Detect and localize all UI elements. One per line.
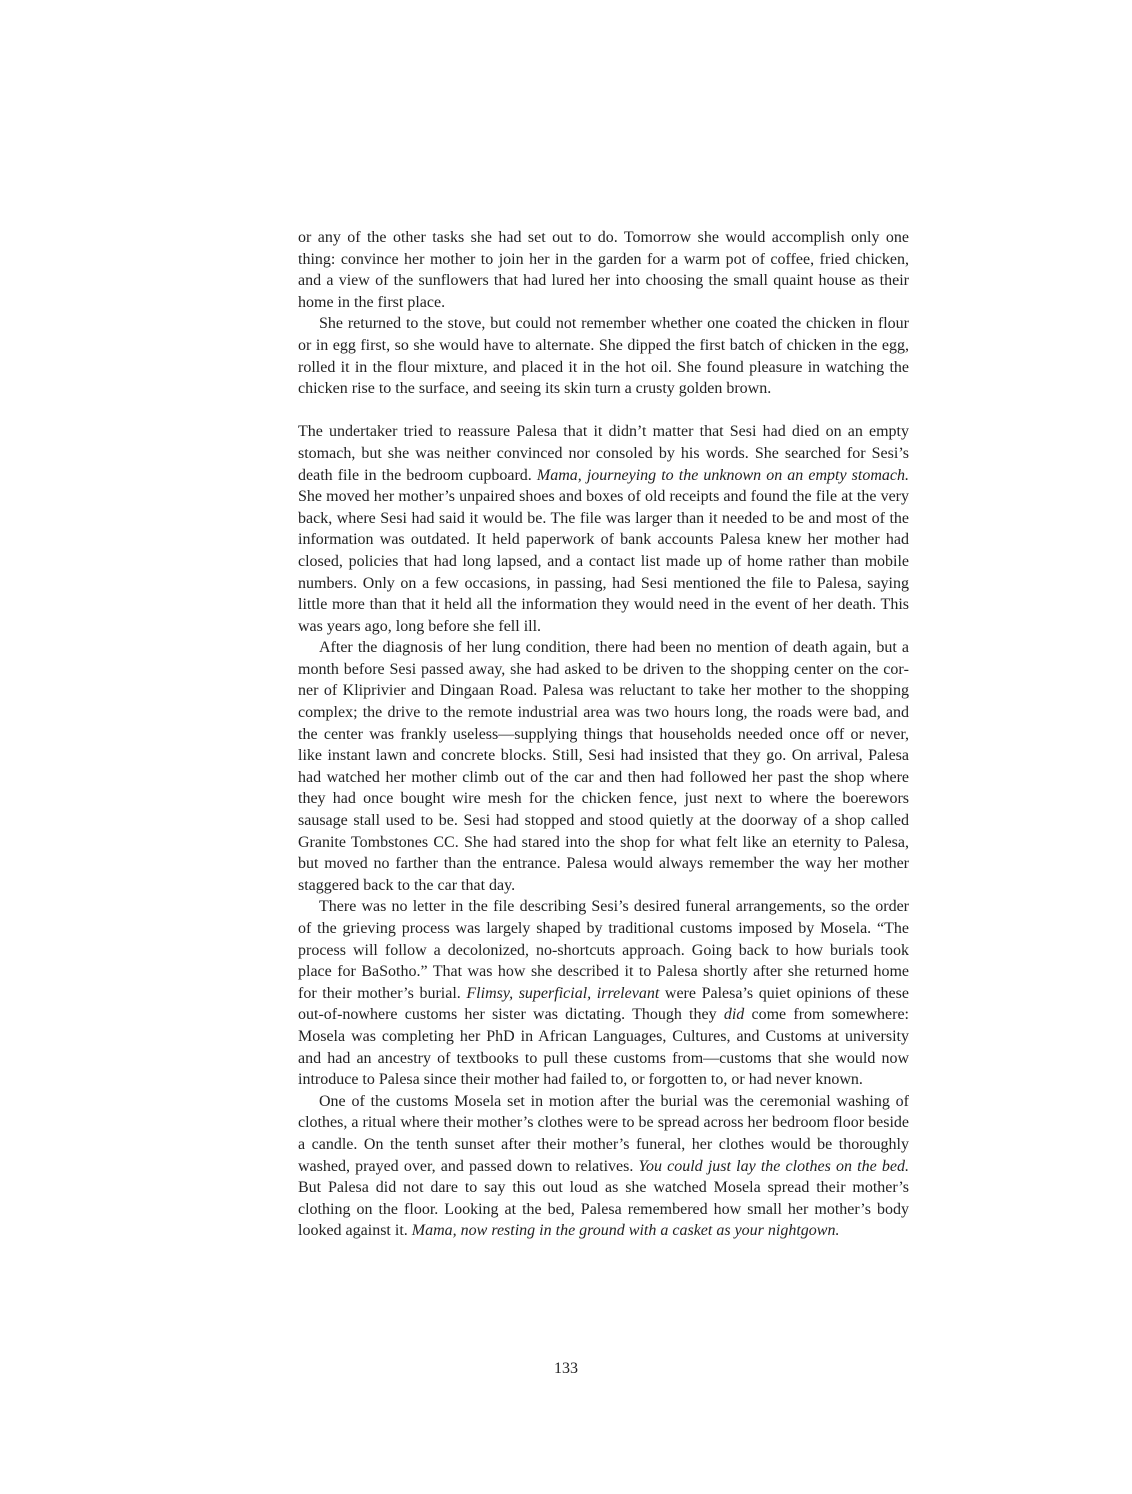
italic-text: You could just lay the clothes on the bed. [638, 1157, 909, 1175]
paragraph [298, 421, 909, 637]
paragraph [298, 896, 909, 1090]
text-run: After the diagnosis of her lung condition, there had been no mention of death again, but a month before Sesi passed away, she had asked to be driven to the shopping center on the corner of Kliprivier and Dingaan Road. Palesa was reluctant to take her mother to the shopping complex; the drive to the remote industrial area was two hours long, the roads were bad, and the center was frankly useless—supplying things that households needed once off or never, like instant lawn and concrete blocks. Still, Sesi had insisted that they go. On arrival, Palesa had watched her mother climb out of the car and then had followed her past the shop where they had once bought wire mesh for the chicken fence, just next to where the boerewors sausage stall used to be. Sesi had stopped and stood quietly at the doorway of a shop called Granite Tombstones CC. She had stared into the shop for what felt like an eternity to Palesa, but moved no farther than the entrance. Palesa would always remember the way her mother staggered back to the car that day. [298, 639, 909, 894]
page-number: 133 [554, 1360, 578, 1377]
italic-text: Mama, journeying to the unknown on an empty stomach. [536, 466, 910, 484]
paragraph [298, 637, 909, 896]
page-body [298, 227, 909, 1242]
text-run: The undertaker tried to reassure Palesa that it didn’t matter that Sesi had died on an empty stomach, but she was neither convinced nor consoled by his words. She searched for Sesi’s death file in the bedroom cupboard. [298, 423, 909, 484]
text-run: There was no letter in the file describing Sesi’s desired funeral arrangements, so the order of the grieving process was largely shaped by traditional customs imposed by Mosela. “The process will follow a decolonized, no-shortcuts approach. Going back to how burials took place for BaSotho.” That was how she described it to Palesa shortly after she returned home for their mother’s burial. [298, 898, 909, 1002]
text-run: or any of the other tasks she had set out to do. Tomorrow she would accomplish only one thing: convince her mother to join her in the garden for a warm pot of coffee, fried chicken, and a view of the sunflowers that had lured her into choosing the small quaint house as their home in the first place. [298, 229, 909, 311]
italic-text: did [723, 1006, 745, 1024]
text-run: She returned to the stove, but could not remember whether one coated the chicken in flour or in egg first, so she would have to alternate. She dipped the first batch of chicken in the egg, rolled it in the flour mixture, and placed it in the hot oil. She found pleasure in watching the chicken rise to the surface, and seeing its skin turn a crusty golden brown. [298, 315, 909, 398]
italic-text: Flimsy, superficial, irrelevant [466, 984, 660, 1002]
text-run: But Palesa did not dare to say this out loud as she watched Mosela spread their mother’s clothing on the floor. Looking at the bed, Palesa remembered how small her mother’s body looked against it. [298, 1179, 909, 1240]
paragraph [298, 313, 909, 399]
paragraph [298, 1091, 909, 1242]
text-run: come from somewhere: Mosela was completing her PhD in African Languages, Cultures, and Customs at university and had an ancestry of textbooks to pull these customs from—customs that she would now introduce to Palesa since their mother had failed to, or forgotten to, or had never known. [298, 1006, 909, 1089]
text-run: She moved her mother’s unpaired shoes and boxes of old receipts and found the file at the very back, where Sesi had said it would be. The file was larger than it needed to be and most of the information was outdated. It held paperwork of bank accounts Palesa knew her mother had closed, policies that had long lapsed, and a contact list made up of home rather than mobile numbers. Only on a few occasions, in passing, had Sesi mentioned the file to Palesa, saying little more than that it held all the information they would need in the event of her death. This was years ago, long before she fell ill. [298, 488, 909, 635]
italic-text: Mama, now resting in the ground with a casket as your nightgown. [411, 1222, 840, 1240]
text-run: One of the customs Mosela set in motion after the burial was the ceremonial washing of clothes, a ritual where their mother’s clothes were to be spread across her bedroom floor beside a candle. On the tenth sunset after their mother’s funeral, her clothes would be thoroughly washed, prayed over, and passed down to relatives. [298, 1092, 909, 1175]
text-run: were Palesa’s quiet opinions of these out-of-nowhere customs her sister was dictating. Though they [298, 984, 909, 1024]
paragraph [298, 227, 909, 313]
